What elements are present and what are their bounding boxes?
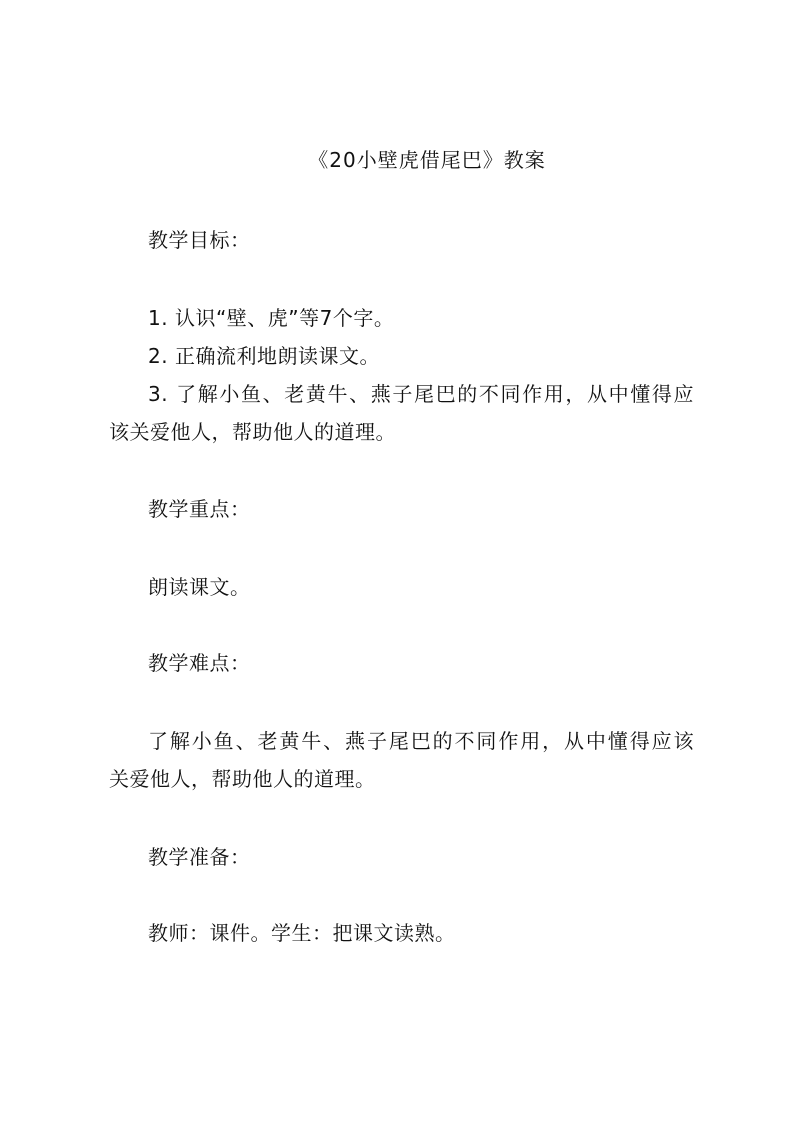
difficulty-text-line-1-wrap (148, 729, 694, 753)
difficulty-heading: 教学难点： (148, 651, 251, 675)
objective-item-3-line-2: 该关爱他人，帮助他人的道理。 (109, 420, 396, 444)
preparation-heading: 教学准备： (148, 845, 251, 869)
keypoint-heading: 教学重点： (148, 497, 251, 521)
objective-item-1: 1. 认识“壁、虎”等7个字。 (148, 306, 395, 330)
objective-item-3-line-1: 3. 了解小鱼、老黄牛、燕子尾巴的不同作用，从中懂得应 (148, 382, 694, 406)
difficulty-text-line-1: 了解小鱼、老黄牛、燕子尾巴的不同作用，从中懂得应该 (148, 729, 694, 753)
preparation-text: 教师：课件。学生：把课文读熟。 (148, 921, 456, 945)
keypoint-text: 朗读课文。 (148, 575, 251, 599)
objectives-heading: 教学目标： (148, 228, 251, 252)
document-title: 《20小壁虎借尾巴》教案 (308, 148, 546, 172)
objective-item-3 (148, 382, 694, 406)
difficulty-text-line-2: 关爱他人，帮助他人的道理。 (109, 767, 376, 791)
objective-item-2: 2. 正确流利地朗读课文。 (148, 344, 380, 368)
